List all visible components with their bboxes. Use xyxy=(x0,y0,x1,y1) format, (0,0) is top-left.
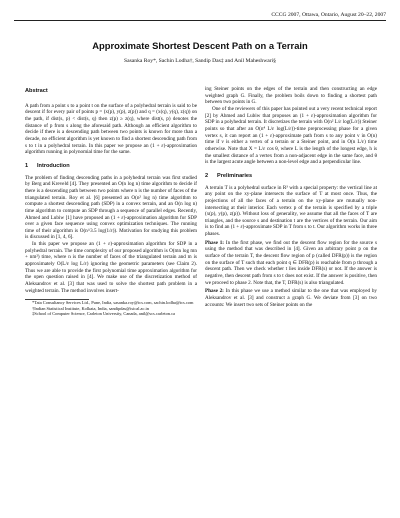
preliminaries-paragraph: A terrain T is a polyhedral surface in R³ with a special property: the vertical line at any point on the xy-plane intersects the surface of T at most once. Thus, the projections of all the faces of a terrain on the xy-plane are mutually non-intersecting at their interior. Each vertex p of the terrain is specified by a triple (x(p), y(p), z(p)). Without loss of generality, we assume that all the faces of T are triangles, and the source s and destination t are the vertices of the terrain. Our aim is to find an (1 + ε)-approximate SDP in T from s to t. Our algorithm works in three phases. xyxy=(205,184,377,238)
section-title: Preliminaries xyxy=(217,172,253,179)
section-heading-introduction xyxy=(25,163,197,170)
abstract-text: A path from a point s to a point t on the surface of a polyhedral terrain is said to be descent if for every pair of points p = (x(p), y(p), z(p)) and q = (x(q), y(q), z(q)) on the path, if dist(s, p) < dist(s, q) then z(p) ≥ z(q), where dist(s, p) denotes the distance of p from s along the aforesaid path. Although an efficient algorithm to decide if there is a descending path between two points is known for more than a decade, no efficient algorithm is yet known to find a shortest descending path from s to t in a polyhedral terrain. In this paper we propose an (1 + ε)-approximation algorithm running in polynomial time for the same. xyxy=(25,102,197,156)
footnote-2: †Indian Statistical Institute, Kolkata, India, sandipdas@isical.ac.in xyxy=(32,305,149,311)
intro-continuation: ing Steiner points on the edges of the terrain and then constructing an edge weighted graph G. Finally, the problem boils down to finding a shortest path between two points in G. xyxy=(205,86,377,106)
running-header: CCCG 2007, Ottawa, Ontario, August 20–22, 2007 xyxy=(14,12,386,21)
phase-2-label: Phase 2: xyxy=(205,288,224,295)
phase-2-text: In this phase we use a method similar to the one that was employed by Aleksandrov et al. [3] and construct a graph G. We deviate from [3] on two accounts: We insert two sets of Steiner points on the xyxy=(205,288,377,308)
reviewer-paragraph: One of the reviewers of this paper has pointed out a very recent technical report [2] by Ahmed and Lubiw that proposes an (1 + ε)-approximation algorithm for SDP in a polyhedral terrain. It discretizes the terrain with O(n² L/ε log(L/ε)) Steiner points so that after an O(n⁴ L/ε log(L/ε))-time preprocessing phase for a given vertex s, it can report an (1 + ε)-approximate path from s to any point v in O(n) time if v is either a vertex of a terrain or a Steiner point, and in O(n L/ε) time otherwise. Note that X = L/ε cos θ, where L is the length of the longest edge, h is the smallest distance of a vertex from a non-adjacent edge in the same face, and θ is the largest acute angle between a non-level edge and a perpendicular line. xyxy=(205,105,377,166)
paper-title: Approximate Shortest Descent Path on a Terrain xyxy=(92,40,308,51)
phase-1-text: In the first phase, we find out the descent flow region for the source s using the method that was described in [4]. Given an arbitrary point p on the surface of the terrain T, the descent flow region of p (called DFR(p)) is the region on the surface of T such that each point q ∈ DFR(p) is reachable from p through a descent path. Then we check whether t lies inside DFR(s) or not. If the answer is negative, then descent path from s to t does not exist. If the answer is positive, then we proceed to phase 2. Note that, the T, DFR(s) is also triangulated. xyxy=(205,239,377,286)
intro-paragraph-1: The problem of finding descending paths in a polyhedral terrain was first studied by Berg and Kreveld [4]. They presented an O(n log n) time algorithm to decide if there is a descending path between two points where n is the number of faces of the triangulated terrain. Roy et al. [6] presented an O(n² log n) time algorithm to compute a shortest descending path (SDP) in a convex terrain, and an O(n log n) time algorithm to compute an SDP through a sequence of parallel edges. Recently, Ahmed and Lubiw [1] have proposed an (1 + ε)-approximation algorithm for SDP over a given face sequence using convex optimization techniques. The running time of their algorithm is O(n^3.5 log(1/ε)). Motivation for studying this problem is discussed in [1, 4, 6]. xyxy=(25,174,197,241)
section-title: Introduction xyxy=(37,162,70,169)
footnote-1: *Tata Consultancy Services Ltd., Pune, India, sasanka.roy@tcs.com, sachin.lodha@tcs.com xyxy=(32,300,194,306)
intro-paragraph-2: In this paper we propose an (1 + ε)-approximation algorithm for SDP in a polyhedral terrain. The time complexity of our proposed algorithm is O(mn log mn + nm²) time, where n is the number of faces of the triangulated terrain and m is approximately O(L/ε log L/ε) ignoring the geometric parameters (see Claim 2). Thus we are able to provide the first polynomial time approximation algorithm for the open question raised in [4]. We make use of the discretization method of Aleksandrov et al. [3] that was used to solve the shortest path problem in a weighted terrain. The method involves insert- xyxy=(25,241,197,294)
phase-1-paragraph xyxy=(205,240,377,287)
left-column xyxy=(25,88,197,317)
section-number: 2 xyxy=(205,172,209,179)
abstract-heading: Abstract xyxy=(25,88,48,94)
phase-1-label: Phase 1: xyxy=(205,239,225,246)
section-number: 1 xyxy=(25,162,29,169)
footnote-3: ‡School of Computer Science, Carleton University, Canada, anil@scs.carleton.ca xyxy=(32,311,175,317)
phase-2-paragraph xyxy=(205,288,377,308)
section-heading-preliminaries xyxy=(205,173,377,180)
right-column xyxy=(205,86,377,308)
author-list: Sasanka Roy*, Sachin Lodha†, Sandip Das‡ and Anil Maheshwari§ xyxy=(124,58,276,64)
